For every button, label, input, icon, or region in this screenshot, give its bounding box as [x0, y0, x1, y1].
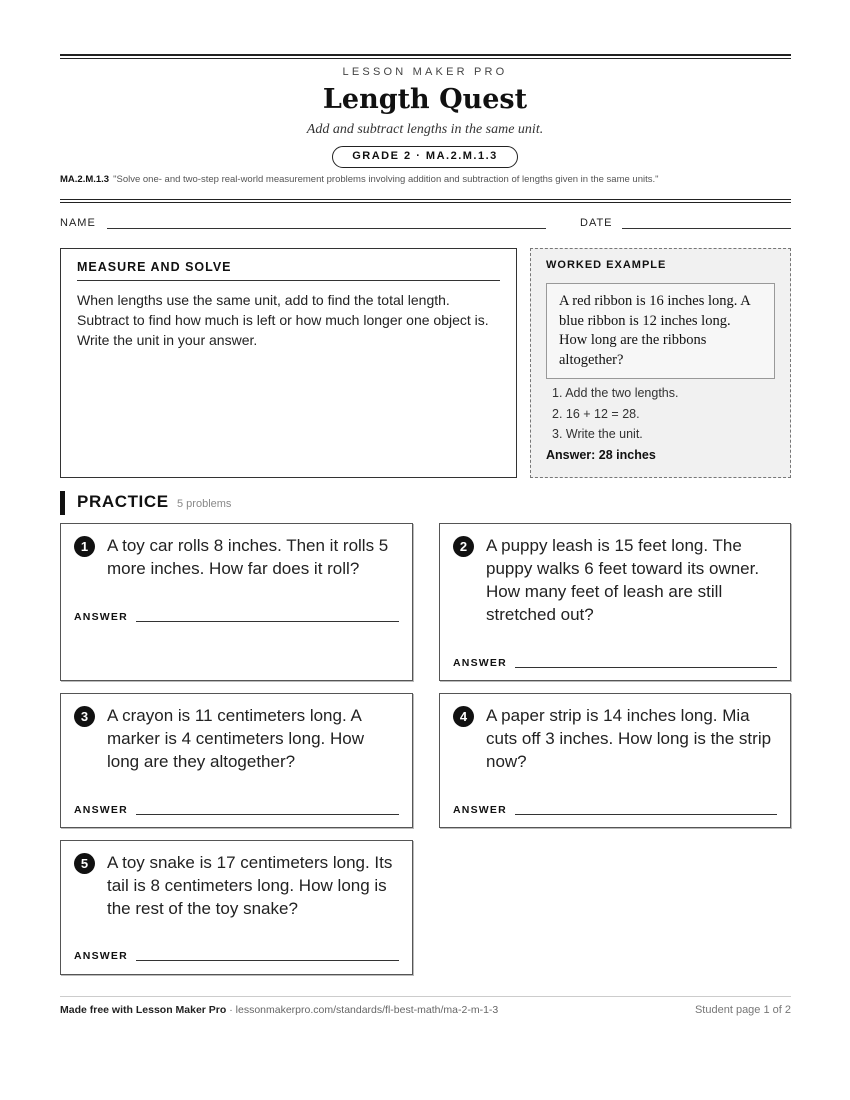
measure-and-solve-box: [60, 248, 517, 478]
brand-name: LESSON MAKER PRO: [342, 66, 508, 78]
worked-example-heading: WORKED EXAMPLE: [546, 259, 667, 271]
worked-example-steps: [546, 383, 775, 445]
worksheet-title: Length Quest: [322, 84, 528, 115]
footer-rule: [60, 996, 791, 997]
page-indicator: Student page 1 of 2: [694, 1004, 791, 1016]
worked-example-box: [530, 248, 791, 478]
answer-label: ANSWER: [453, 657, 507, 669]
standard-code: MA.2.M.1.3: [60, 174, 110, 185]
footer-credit: [60, 1004, 498, 1016]
footer-separator: ·: [226, 1004, 236, 1016]
measure-heading: MEASURE AND SOLVE: [77, 260, 500, 281]
problem-text: A paper strip is 14 inches long. Mia cuts off 3 inches. How long is the strip now?: [486, 706, 772, 771]
answer-field[interactable]: [136, 814, 399, 815]
answer-field[interactable]: [515, 667, 777, 668]
grade-badge: GRADE 2 · MA.2.M.1.3: [332, 146, 518, 168]
answer-label: ANSWER: [74, 950, 128, 962]
worked-step: 1. Add the two lengths.: [552, 386, 679, 400]
problem-card: [60, 840, 413, 975]
answer-field[interactable]: [136, 960, 399, 961]
name-field[interactable]: [107, 228, 546, 229]
date-field[interactable]: [622, 228, 791, 229]
problem-number-badge: 2: [453, 536, 474, 557]
problem-number-badge: 4: [453, 706, 474, 727]
problem-text: A puppy leash is 15 feet long. The puppy walks 6 feet toward its owner. How many feet of leash are still stretched out?: [486, 536, 760, 624]
worked-example-answer: Answer: 28 inches: [546, 447, 656, 462]
answer-label: ANSWER: [453, 804, 507, 816]
footer-url-link[interactable]: lessonmakerpro.com/standards/fl-best-math/ma-2-m-1-3: [235, 1004, 499, 1016]
problem-text: A toy snake is 17 centimeters long. Its tail is 8 centimeters long. How long is the rest of the toy snake?: [107, 853, 393, 918]
header-bottom-rule: [60, 199, 791, 203]
date-label: DATE: [580, 217, 613, 229]
standard-description: [60, 174, 800, 185]
practice-accent-bar: [60, 491, 65, 515]
answer-label: ANSWER: [74, 804, 128, 816]
problem-text: A toy car rolls 8 inches. Then it rolls 5 more inches. How far does it roll?: [107, 536, 389, 578]
problem-number-badge: 5: [74, 853, 95, 874]
worked-step: 2. 16 + 12 = 28.: [552, 406, 640, 421]
problem-card: [439, 523, 791, 681]
answer-field[interactable]: [136, 621, 399, 622]
standard-text: "Solve one- and two-step real-world measurement problems involving addition and subtraction of lengths given in the same units.": [113, 174, 659, 185]
problem-number-badge: 3: [74, 706, 95, 727]
problem-card: [60, 693, 413, 828]
worked-example-problem: A red ribbon is 16 inches long. A blue ribbon is 12 inches long. How long are the ribbons altogether?: [546, 283, 775, 379]
problem-card: [439, 693, 791, 828]
answer-field[interactable]: [515, 814, 777, 815]
name-label: NAME: [60, 217, 96, 229]
measure-instructions: When lengths use the same unit, add to find the total length. Subtract to find how much is left or how much longer one object is. Write the unit in your answer.: [77, 292, 489, 348]
header-top-rule: [60, 54, 791, 59]
problem-card: [60, 523, 413, 681]
worksheet-subtitle: Add and subtract lengths in the same unit.: [306, 122, 544, 137]
worked-step: 3. Write the unit.: [552, 427, 643, 441]
answer-label: ANSWER: [74, 611, 128, 623]
practice-heading: PRACTICE: [77, 492, 169, 511]
problem-text: A crayon is 11 centimeters long. A marker is 4 centimeters long. How long are they altogether?: [107, 706, 364, 771]
problem-number-badge: 1: [74, 536, 95, 557]
practice-count: 5 problems: [177, 498, 232, 510]
footer-brand: Made free with Lesson Maker Pro: [60, 1004, 227, 1016]
